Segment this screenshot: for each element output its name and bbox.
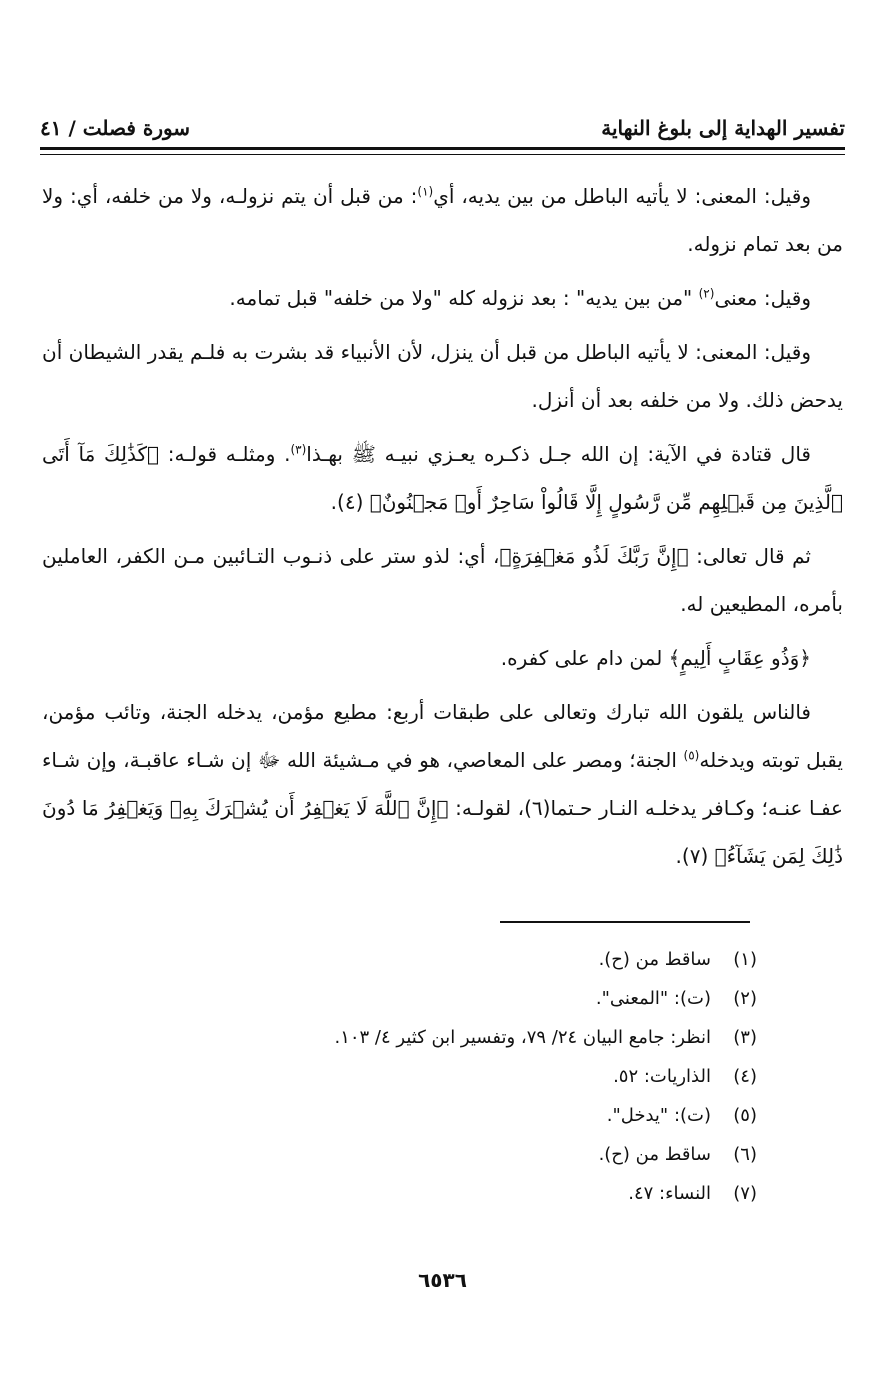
footnote-ref: (٥): [683, 748, 700, 763]
main-text: [42, 172, 843, 886]
footnote-number: (٢): [733, 988, 757, 1009]
paragraph-text: وقيل: معنى: [714, 286, 811, 310]
footnote-number: (٥): [733, 1105, 757, 1126]
footnote-item: [197, 1057, 757, 1096]
paragraph-text: ﴿وَذُو عِقَابٍ أَلِيمٍ﴾ لمن دام على كفره.: [500, 646, 811, 670]
header-rule: [40, 147, 845, 155]
footnote-item: [197, 1174, 757, 1213]
footnote-ref: (١): [417, 184, 434, 199]
footnote-text: الذاريات: ٥٢.: [613, 1066, 711, 1087]
paragraph-text: . ومثلـه قولـه: ﴿كَذَٰلِكَ مَآ أَتَى ٱلَّذِينَ مِن قَبۡلِهِم مِّن رَّسُولٍ إِلَّا قَالُواْ سَاحِرٌ أَوۡ مَجۡنُونٌ﴾ (٤).: [42, 442, 843, 514]
footnote-item: [197, 1096, 757, 1135]
footnote-text: (ت): "المعنى".: [595, 988, 711, 1009]
running-header: [40, 108, 845, 148]
paragraph: [42, 634, 843, 682]
footnote-item: [197, 979, 757, 1018]
footnote-text: ساقط من (ح).: [598, 1144, 711, 1165]
footnote-rule: [500, 921, 750, 923]
paragraph-text: قال قتادة في الآية: إن الله جـل ذكـره يعـزي نبيـه ﷺ بهـذا: [306, 442, 811, 466]
surah-label: سورة فصلت / ٤١: [40, 116, 191, 140]
footnote-text: (ت): "يدخل".: [606, 1105, 711, 1126]
footnote-text: انظر: جامع البيان ٢٤/ ٧٩، وتفسير ابن كثير ٤/ ١٠٣.: [334, 1027, 711, 1048]
paragraph-text: وقيل: المعنى: لا يأتيه الباطل من قبل أن ينزل، لأن الأنبياء قد بشرت به فلـم يقدر الشيطان أن يدحض ذلك. ولا من خلفه بعد أن أنزل.: [42, 340, 843, 412]
footnote-ref: (٢): [698, 286, 715, 301]
page-number: ٦٥٣٦: [418, 1268, 467, 1292]
footnote-ref: (٣): [290, 442, 307, 457]
paragraph-text: فالناس يلقون الله تبارك وتعالى على طبقات أربع: مطيع مؤمن، يدخله الجنة، وتائب مؤمن، يقبل توبته ويدخله: [42, 700, 843, 772]
footnote-text: ساقط من (ح).: [598, 949, 711, 970]
paragraph: [42, 328, 843, 424]
footnote-item: [197, 1018, 757, 1057]
footnote-number: (٦): [733, 1144, 757, 1165]
paragraph: [42, 688, 843, 880]
footnote-number: (٤): [733, 1066, 757, 1087]
footnote-item: [197, 1135, 757, 1174]
paragraph-text: "من بين يديه" : بعد نزوله كله "ولا من خلفه" قبل تمامه.: [229, 286, 699, 310]
footnotes: [197, 940, 757, 1213]
paragraph: [42, 532, 843, 628]
paragraph: [42, 274, 843, 322]
footnote-number: (٣): [733, 1027, 757, 1048]
footnote-number: (١): [733, 949, 757, 970]
book-title: تفسير الهداية إلى بلوغ النهاية: [601, 116, 845, 140]
footnote-number: (٧): [733, 1183, 757, 1204]
paragraph: [42, 430, 843, 526]
paragraph-text: ثم قال تعالى: ﴿إِنَّ رَبَّكَ لَذُو مَغۡفِرَةٍ﴾، أي: لذو ستر على ذنـوب التـائبين مـن الكفر، العاملين بأمره، المطيعين له.: [42, 544, 843, 616]
footnote-text: النساء: ٤٧.: [628, 1183, 711, 1204]
paragraph: [42, 172, 843, 268]
paragraph-text: وقيل: المعنى: لا يأتيه الباطل من بين يديه، أي: [433, 184, 811, 208]
paragraph-text: الجنة؛ ومصر على المعاصي، هو في مـشيئة الله ﷻ إن شـاء عاقبـة، وإن شـاء عفـا عنـه؛ وكـافر يدخلـه النـار حـتما(٦)، لقولـه: ﴿إِنَّ ٱللَّهَ لَا يَغۡفِرُ أَن يُشۡرَكَ بِهِۦ وَيَغۡفِرُ مَا دُونَ ذَٰلِكَ لِمَن يَشَآءُ﴾ (٧).: [42, 748, 843, 868]
paragraph-text: : من قبل أن يتم نزولـه، ولا من خلفه، أي: ولا من بعد تمام نزوله.: [42, 184, 843, 256]
footnote-item: [197, 940, 757, 979]
